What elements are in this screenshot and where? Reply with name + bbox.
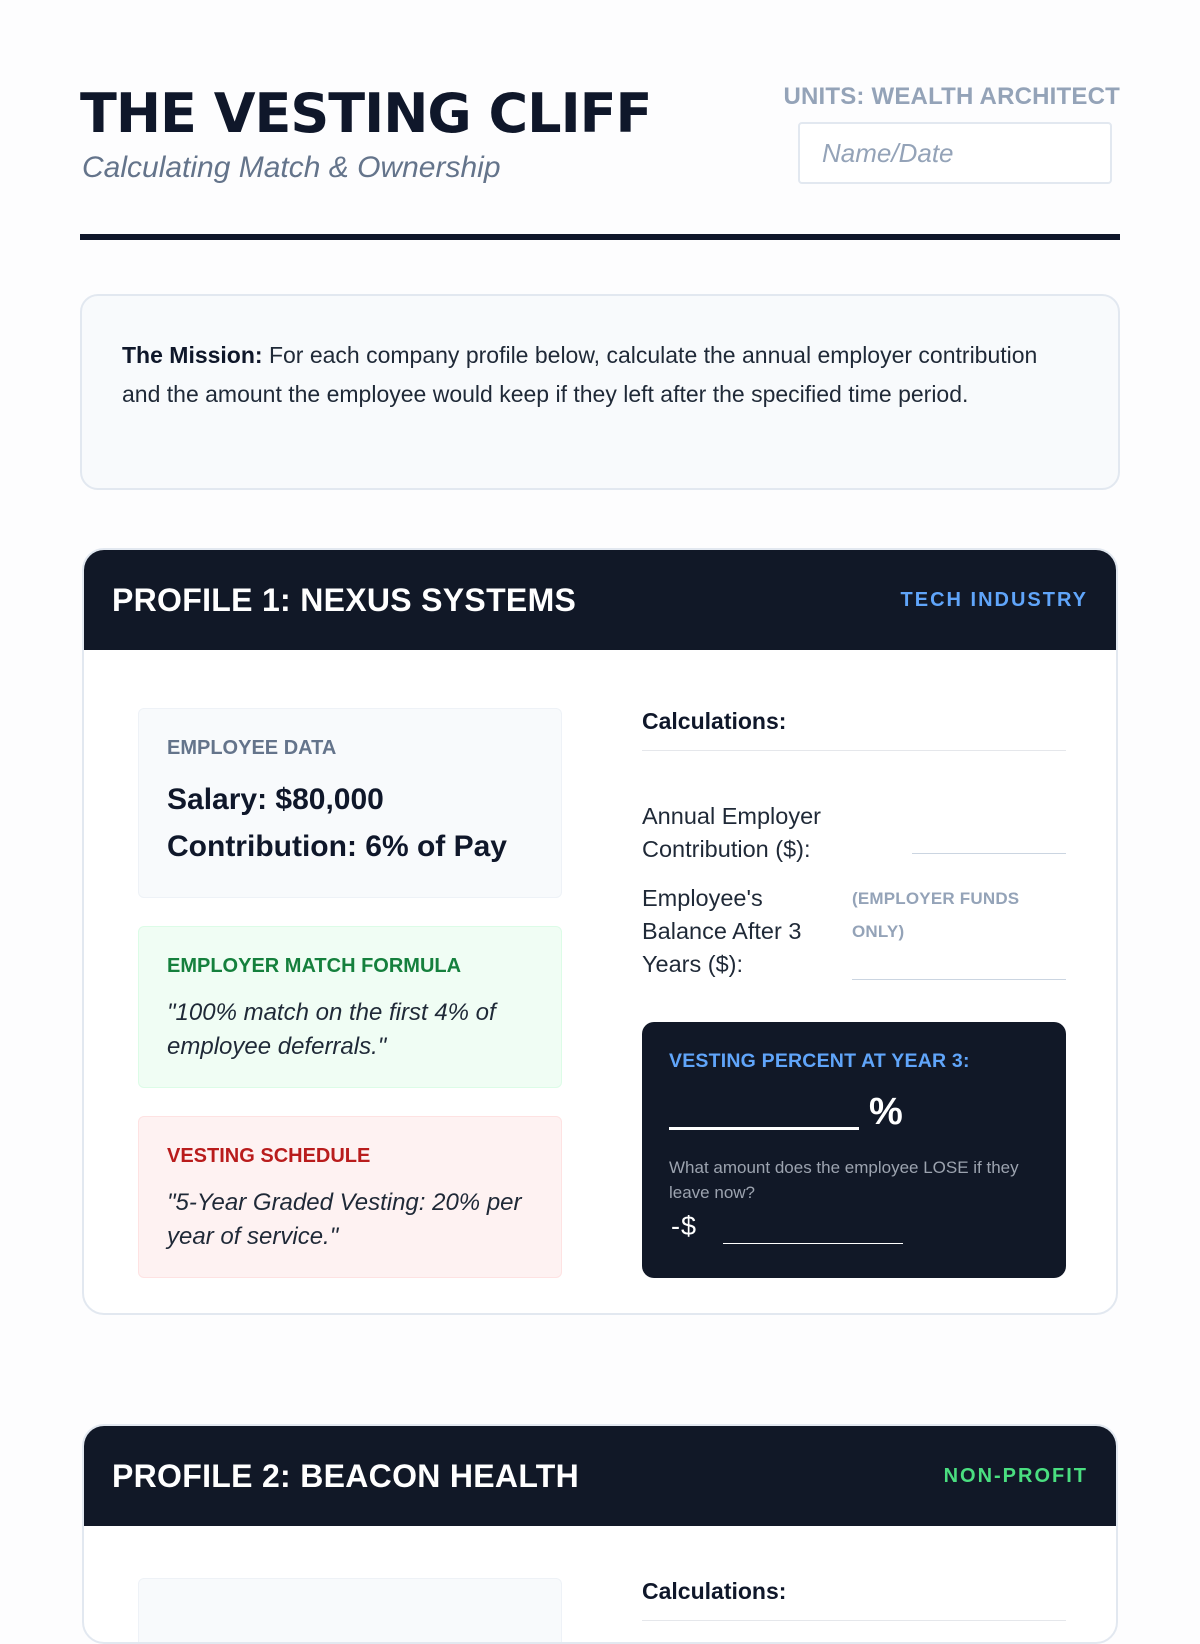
employer-funds-note: (EMPLOYER FUNDS ONLY) [852,889,1020,941]
percent-sign: % [869,1091,903,1133]
calculations-title: Calculations: [642,1578,1066,1621]
profile-card-2 [82,1424,1118,1644]
profile-title: PROFILE 2: BEACON HEALTH [112,1457,580,1494]
balance-row [642,882,1066,981]
vesting-schedule-label: VESTING SCHEDULE [167,1145,371,1167]
vesting-percent-label: VESTING PERCENT AT YEAR 3: [669,1050,970,1072]
industry-tag: NON-PROFIT [943,1464,1088,1487]
employee-data-label: EMPLOYEE DATA [167,737,337,759]
employer-match-box [138,926,562,1088]
mission-text: For each company profile below, calculate the annual employer contribution and the amount the employee would keep if they left after the specified time period. [122,342,1038,407]
lose-amount-blank[interactable] [723,1243,903,1244]
match-formula-quote: "100% match on the first 4% of employee deferrals." [167,999,496,1060]
profile-card-1 [82,548,1118,1315]
lose-amount-row [669,1209,1039,1249]
page-header [80,0,1120,242]
vesting-schedule-box [138,1116,562,1278]
match-formula-label: EMPLOYER MATCH FORMULA [167,955,462,977]
name-date-field[interactable] [798,122,1112,184]
annual-contribution-label: Annual Employer Contribution ($): [642,803,821,862]
annual-contribution-blank[interactable] [912,853,1066,854]
profile-title: PROFILE 1: NEXUS SYSTEMS [112,581,577,618]
profile-header [84,550,1116,650]
mission-lead: The Mission: [122,342,263,368]
page-title: THE VESTING CLIFF [80,82,652,145]
balance-blank[interactable] [852,979,1066,980]
contribution-text: Contribution: 6% of Pay [167,830,507,863]
page-subtitle: Calculating Match & Ownership [82,151,501,184]
annual-contribution-row [642,800,1066,866]
units-label: UNITS: WEALTH ARCHITECT [783,83,1120,110]
calculations-title: Calculations: [642,708,1066,751]
vesting-schedule-quote: "5-Year Graded Vesting: 20% per year of service." [167,1189,522,1250]
salary-text: Salary: $80,000 [167,783,384,816]
header-divider [80,234,1120,240]
lose-prefix: -$ [671,1211,698,1241]
employee-data-box [138,1578,562,1644]
lose-question: What amount does the employee LOSE if they leave now? [669,1158,1019,1202]
balance-label: Employee's Balance After 3 Years ($): [642,885,802,977]
vesting-percent-row [669,1091,1039,1137]
industry-tag: TECH INDUSTRY [900,588,1088,611]
employee-data-box [138,708,562,898]
vesting-percent-box [642,1022,1066,1278]
vesting-percent-blank[interactable] [669,1127,859,1130]
mission-box [80,294,1120,490]
profile-header [84,1426,1116,1526]
